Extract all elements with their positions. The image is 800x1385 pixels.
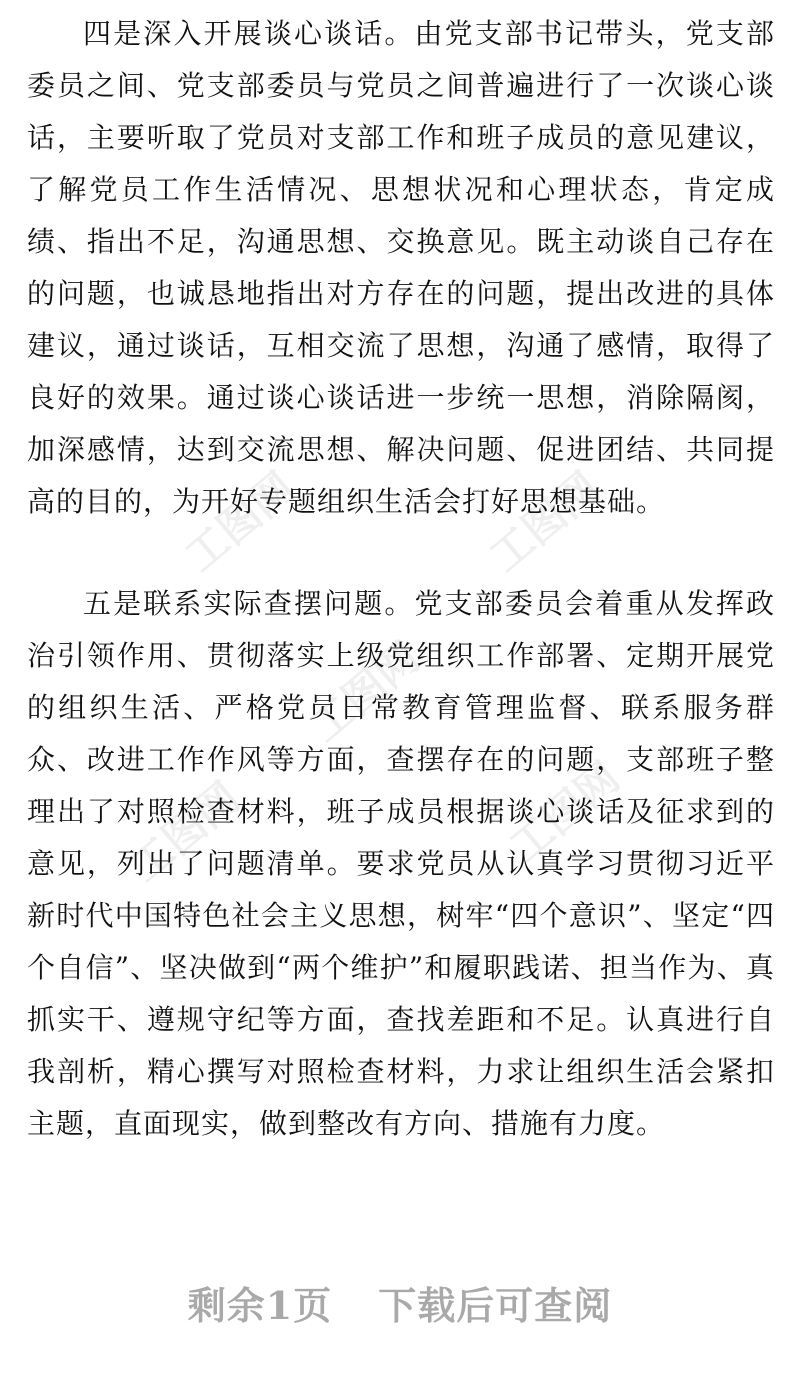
download-prompt-label: 下载后可查阅 <box>378 1283 613 1328</box>
watermark: 工图网 <box>500 752 629 872</box>
watermark: 工图网 <box>300 632 429 752</box>
watermark: 工图网 <box>175 462 304 582</box>
download-banner[interactable] <box>0 1275 800 1330</box>
paragraph-identify-problems: 五是联系实际查摆问题。党支部委员会着重从发挥政治引领作用、贯彻落实上级党组织工作部署、定期开展党的组织生活、严格党员日常教育管理监督、联系服务群众、改进工作作风等方面，查摆存在的问题，支部班子整理出了对照检查材料，班子成员根据谈心谈话及征求到的意见，列出了问题清单。要求党员从认真学习贯彻习近平新时代中国特色社会主义思想，树牢“四个意识”、坚定“四个自信”、坚决做到“两个维护”和履职践诺、担当作为、真抓实干、遵规守纪等方面，查找差距和不足。认真进行自我剖析，精心撰写对照检查材料，力求让组织生活会紧扣主题，直面现实，做到整改有方向、措施有力度。 <box>27 587 775 1140</box>
remaining-pages-label: 剩余1页 <box>187 1283 333 1328</box>
paragraph-heart-to-heart-talks: 四是深入开展谈心谈话。由党支部书记带头，党支部委员之间、党支部委员与党员之间普遍进行了一次谈心谈话，主要听取了党员对支部工作和班子成员的意见建议，了解党员工作生活情况、思想状况和心理状态，肯定成绩、指出不足，沟通思想、交换意见。既主动谈自己存在的问题，也诚恳地指出对方存在的问题，提出改进的具体建议，通过谈话，互相交流了思想，沟通了感情，取得了良好的效果。通过谈心谈话进一步统一思想，消除隔阂，加深感情，达到交流思想、解决问题、促进团结、共同提高的目的，为开好专题组织生活会打好思想基础。 <box>27 17 775 518</box>
watermark: 工图网 <box>480 462 609 582</box>
watermark: 工图网 <box>120 772 249 892</box>
